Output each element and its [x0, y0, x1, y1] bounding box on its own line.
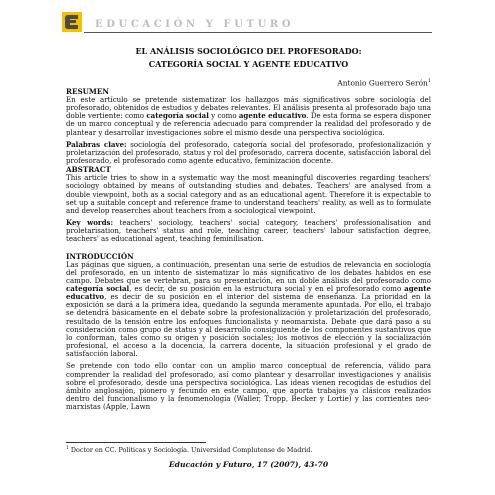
- resumen-bold-2: agente educativo: [238, 111, 307, 121]
- abstract-paragraph: This article tries to show in a systematic way the most meaningful discoveries regarding teachers' sociology obtained by means of outstanding studies and debates. Teachers' are analysed from a double viewpoint, both as a social category and as an educational agent. Therefore it is expectable to set up a suitable concept and reference frame to understand teachers' reality, as well as to formulate and develop reaserches about teachers from a sociological viewpoint.: [66, 173, 431, 215]
- title-line-1: EL ANÁLISIS SOCIOLÓGICO DEL PROFESORADO:: [135, 46, 362, 56]
- resumen-text-2: y como: [208, 111, 239, 121]
- intro-paragraph-1: [66, 261, 431, 359]
- article-body: [66, 87, 431, 411]
- intro-text-e: , es decir de su posición en el interior del sistema de enseñanza. La prioridad en la exposición se dará a la primera idea, quedando la segunda meramente apuntada. Por ello, el trabajo se detendrá básicamente en el debate sobre la profesionalización y proletarización del profesorado, resultado de la tensión entre los enfoques funcionalista y neomarxista. Debate que dará paso a su consideración como grupo de status y al desarrollo consiguiente de los componentes sustantivos que lo conforman, tales como su origen y posición sociales; los motivos de elección y la socialización profesional, el acceso a la docencia, la carrera docente, la situación profesional y el grado de satisfacción laboral.: [66, 292, 431, 359]
- intro-bold-1: categoría social: [66, 283, 130, 293]
- palabras-text: sociología del profesorado, categoría social del profesorado, profesionalización y proletarización del profesorado, status y rol del profesorado, carrera docente, satisfacción laboral del profesorado, el profesorado como agente educativo, feminización docente.: [66, 139, 431, 166]
- footnote-mark: 1: [66, 446, 69, 451]
- resumen-heading: RESUMEN: [66, 87, 109, 96]
- footnote: [66, 446, 313, 454]
- intro-text-c: , es decir, de su posición en la estructura social y en el profesorado como: [129, 283, 405, 293]
- keywords-label: Key words:: [66, 218, 114, 228]
- masthead: [62, 10, 432, 36]
- abstract-heading: ABSTRACT: [66, 165, 111, 175]
- author-footnote-mark: 1: [427, 78, 431, 84]
- title-line-2: CATEGORÍA SOCIAL Y AGENTE EDUCATIVO: [148, 59, 349, 69]
- palabras-clave: [66, 141, 431, 165]
- resumen-text-1: En este artículo se pretende sistematizar los hallazgos más significativos sobre sociología del profesorado, obtenidos de estudios y debates relevantes. El análisis presenta al profesorado bajo una doble vertiente: como: [66, 95, 431, 121]
- journal-logo-icon: [62, 12, 82, 32]
- resumen-text-3: . De esta forma se espera disponer de un marco conceptual y de referencia adecuado para comprender la realidad del profesorado y de plantear y desarrollar investigaciones sobre el mismo desde una perspectiva sociológica.: [66, 111, 431, 137]
- author-name: Antonio Guerrero Serón: [337, 78, 428, 88]
- page-footer-citation: Educación y Futuro, 17 (2007), 43-70: [168, 460, 329, 469]
- footnote-text: Doctor en CC. Políticas y Sociología. Universidad Complutense de Madrid.: [70, 446, 313, 455]
- resumen-bold-1: categoría social: [146, 111, 209, 121]
- article-title: [66, 45, 431, 71]
- footnote-rule: [66, 442, 206, 443]
- resumen-paragraph: [66, 96, 431, 137]
- intro-text-a: Las páginas que siguen, a continuación, presentan una serie de estudios de relevancia en sociología del profesorado, en un intento de sistematizar lo más significativo de los debates habidos en ese campo. Debates que se vertebran, para su presentación, en un doble análisis del profesorado como: [66, 259, 431, 285]
- intro-bold-2: agente educativo: [66, 283, 432, 302]
- masthead-rule: [84, 32, 432, 33]
- palabras-label: Palabras clave:: [66, 139, 127, 149]
- keywords-text: teachers' sociology, teachers' social category, teachers' professionalisation and proletarisation, teachers' status and role, teaching career, teachers' labour satisfaction degree, teachers' as educational agent, teaching feminilisation.: [66, 218, 431, 244]
- key-words: [66, 219, 431, 243]
- intro-paragraph-2: Se pretende con todo ello contar con un amplio marco conceptual de referencia, válido para comprender la realidad del profesorado, así como plantear y desarrollar investigaciones y análisis sobre el profesorado, desde una perspectiva sociológica. Las ideas vienen recogidas de estudios del ámbito anglosajón, pionero y fecundo en este campo, que aporta trabajos ya clásicos realizados dentro del funcionalismo y la fenomenología (Waller, Tropp, Becker y Lortie) y las corrientes neo-marxistas (Apple, Lawn: [66, 361, 431, 412]
- intro-heading: INTRODUCCIÓN: [66, 251, 134, 261]
- journal-name: EDUCACIÓN Y FUTURO: [95, 19, 295, 30]
